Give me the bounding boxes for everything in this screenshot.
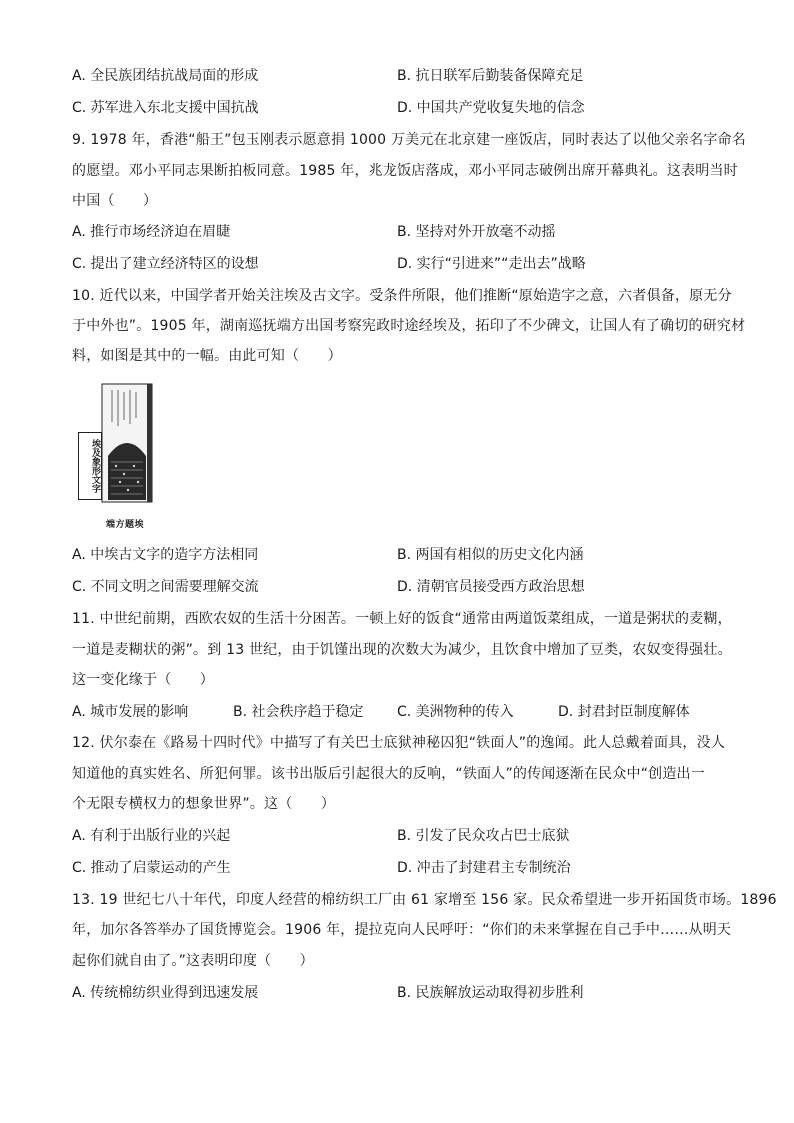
q12-stem-line-2: 知道他的真实姓名、所犯何罪。该书出版后引起很大的反响，“铁面人”的传闻逐渐在民众中“创造出一 [72,766,705,782]
q11-stem-line-1: 11. 中世纪前期，西欧农奴的生活十分困苦。一顿上好的饭食“通常由两道饭菜组成，一道是粥状的麦糊， [72,611,732,627]
q13-option-a[interactable]: A. 传统棉纺织业得到迅速发展 [72,985,259,1001]
q8-option-c[interactable]: C. 苏军进入东北支援中国抗战 [72,100,259,116]
q10-stem-line-1: 10. 近代以来，中国学者开始关注埃及古文字。受条件所限，他们推断“原始造字之意，六者俱备，原无分 [72,288,732,304]
q9-option-a[interactable]: A. 推行市场经济迫在眉睫 [72,224,231,240]
q10-option-d[interactable]: D. 清朝官员接受西方政治思想 [397,579,585,595]
q9-option-b[interactable]: B. 坚持对外开放毫不动摇 [397,224,556,240]
q12-stem-line-3: 个无限专横权力的想象世界”。这（ ） [72,796,336,812]
figure-side-label: 埃及象形文字 [78,432,102,500]
q11-option-b[interactable]: B. 社会秩序趋于稳定 [233,704,364,720]
q9-option-c[interactable]: C. 提出了建立经济特区的设想 [72,256,259,272]
q13-stem-line-2: 年，加尔各答举办了国货博览会。1906 年，提拉克向人民呼吁：“你们的未来掌握在自己手中……从明天 [72,922,732,938]
q8-option-a[interactable]: A. 全民族团结抗战局面的形成 [72,68,259,84]
q13-option-b[interactable]: B. 民族解放运动取得初步胜利 [397,985,584,1001]
q13-stem-line-3: 起你们就自由了。”这表明印度（ ） [72,953,314,969]
q12-option-d[interactable]: D. 冲击了封建君主专制统治 [397,860,571,876]
q12-option-a[interactable]: A. 有利于出版行业的兴起 [72,828,231,844]
q12-stem-line-1: 12. 伏尔泰在《路易十四时代》中描写了有关巴士底狱神秘囚犯“铁面人”的逸闻。此人总戴着面具，没人 [72,735,726,751]
q12-option-c[interactable]: C. 推动了启蒙运动的产生 [72,860,231,876]
q10-stem-line-3: 料，如图是其中的一幅。由此可知（ ） [72,348,342,364]
q11-option-d[interactable]: D. 封君封臣制度解体 [558,704,690,720]
q10-option-a[interactable]: A. 中埃古文字的造字方法相同 [72,547,259,563]
q8-option-d[interactable]: D. 中国共产党收复失地的信念 [397,100,585,116]
q11-option-a[interactable]: A. 城市发展的影响 [72,704,189,720]
q13-stem-line-1: 13. 19 世纪七八十年代，印度人经营的棉纺织工厂由 61 家增至 156 家。民众希望进一步开拓国货市场。1896 [72,892,777,908]
q10-option-b[interactable]: B. 两国有相似的历史文化内涵 [397,547,584,563]
q9-stem-line-1: 9. 1978 年，香港“船王”包玉刚表示愿意捐 1000 万美元在北京建一座饭店，同时表达了以他父亲名字命名 [72,132,746,148]
q8-option-b[interactable]: B. 抗日联军后勤装备保障充足 [397,68,584,84]
q9-stem-line-3: 中国（ ） [72,193,158,209]
q11-option-c[interactable]: C. 美洲物种的传入 [397,704,514,720]
q10-option-c[interactable]: C. 不同文明之间需要理解交流 [72,579,259,595]
q11-stem-line-2: 一道是麦糊状的粥”。到 13 世纪，由于饥馑出现的次数大为减少，且饮食中增加了豆类，农奴变得强壮。 [72,642,732,658]
figure-caption: 端方题埃 [106,520,145,530]
q9-stem-line-2: 的愿望。邓小平同志果断拍板同意。1985 年，兆龙饭店落成，邓小平同志破例出席开幕典礼。这表明当时 [72,163,738,179]
q10-stem-line-2: 于中外也”。1905 年，湖南巡抚端方出国考察宪政时途经埃及，拓印了不少碑文，让国人有了确切的研究材 [72,318,746,334]
q11-stem-line-3: 这一变化缘于（ ） [72,672,214,688]
q9-option-d[interactable]: D. 实行“引进来”“走出去”战略 [397,256,586,272]
q12-option-b[interactable]: B. 引发了民众攻占巴士底狱 [397,828,570,844]
